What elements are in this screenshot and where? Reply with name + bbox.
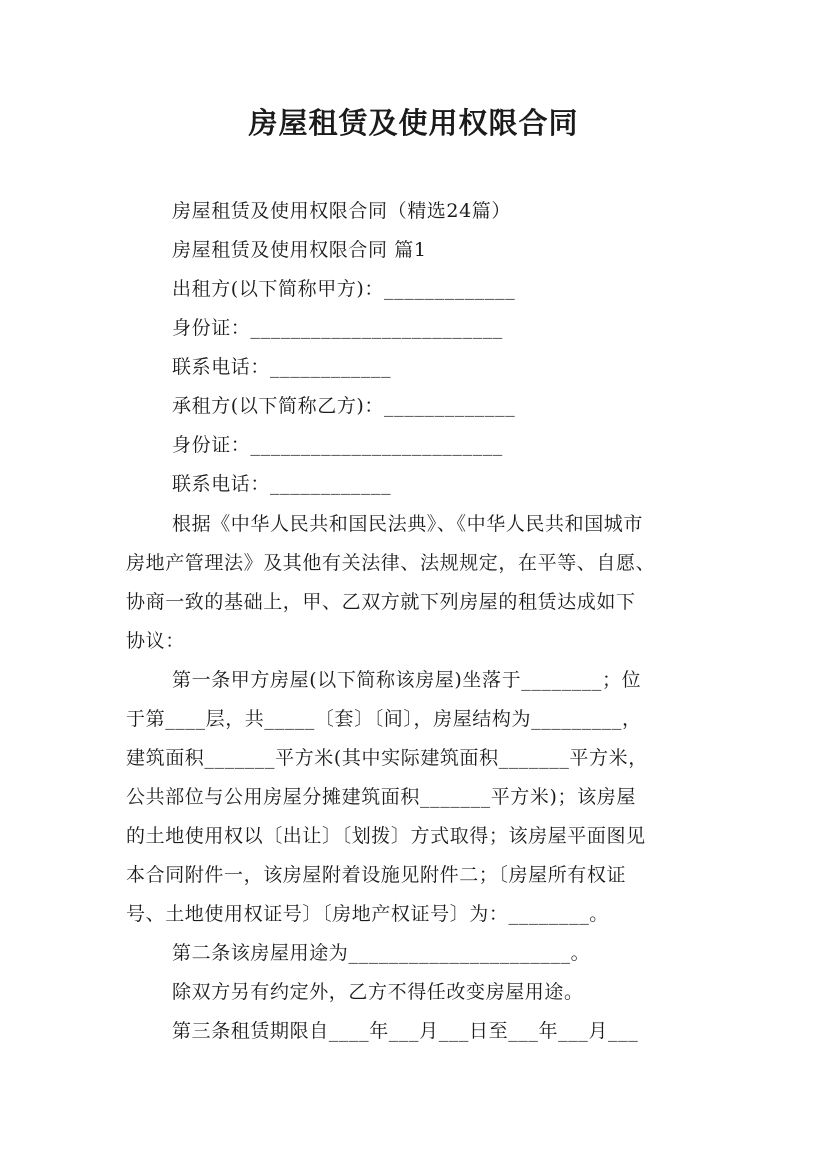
lessor-phone-field: 联系电话：____________ xyxy=(172,356,392,378)
section-heading: 房屋租赁及使用权限合同 篇1 xyxy=(172,239,427,261)
article-one-line: 于第____层，共_____〔套〕〔间〕，房屋结构为_________， xyxy=(126,708,642,730)
article-two-line: 第二条该房屋用途为______________________。 xyxy=(172,942,591,964)
lessee-phone-field: 联系电话：____________ xyxy=(172,473,392,495)
paragraph-line: 协商一致的基础上，甲、乙双方就下列房屋的租赁达成如下 xyxy=(126,591,636,613)
paragraph-line: 根据《中华人民共和国民法典》、《中华人民共和国城市 xyxy=(172,513,644,535)
lessee-id-field: 身份证：_________________________ xyxy=(172,434,503,456)
article-one-line: 公共部位与公用房屋分摊建筑面积_______平方米)；该房屋 xyxy=(126,786,636,808)
article-one-line: 建筑面积_______平方米(其中实际建筑面积_______平方米， xyxy=(126,747,648,769)
page-title: 房屋租赁及使用权限合同 xyxy=(248,106,579,140)
subtitle-line: 房屋租赁及使用权限合同（精选24篇） xyxy=(172,200,511,222)
article-one-line: 第一条甲方房屋(以下简称该房屋)坐落于________；位 xyxy=(172,669,642,691)
article-one-line: 本合同附件一，该房屋附着设施见附件二；〔房屋所有权证 xyxy=(126,864,627,886)
lessor-id-field: 身份证：_________________________ xyxy=(172,317,503,339)
article-three-line: 第三条租赁期限自____年___月___日至___年___月___ xyxy=(172,1020,639,1042)
paragraph-line: 房地产管理法》及其他有关法律、法规规定，在平等、自愿、 xyxy=(126,552,656,574)
article-one-line: 的土地使用权以〔出让〕〔划拨〕方式取得；该房屋平面图见 xyxy=(126,825,646,847)
lessee-field: 承租方(以下简称乙方)：_____________ xyxy=(172,395,516,417)
lessor-field: 出租方(以下简称甲方)：_____________ xyxy=(172,278,516,300)
paragraph-line: 协议： xyxy=(126,630,185,652)
article-one-line: 号、土地使用权证号〕〔房地产权证号〕为：________。 xyxy=(126,903,609,925)
usage-restriction-line: 除双方另有约定外，乙方不得任改变房屋用途。 xyxy=(172,981,584,1003)
